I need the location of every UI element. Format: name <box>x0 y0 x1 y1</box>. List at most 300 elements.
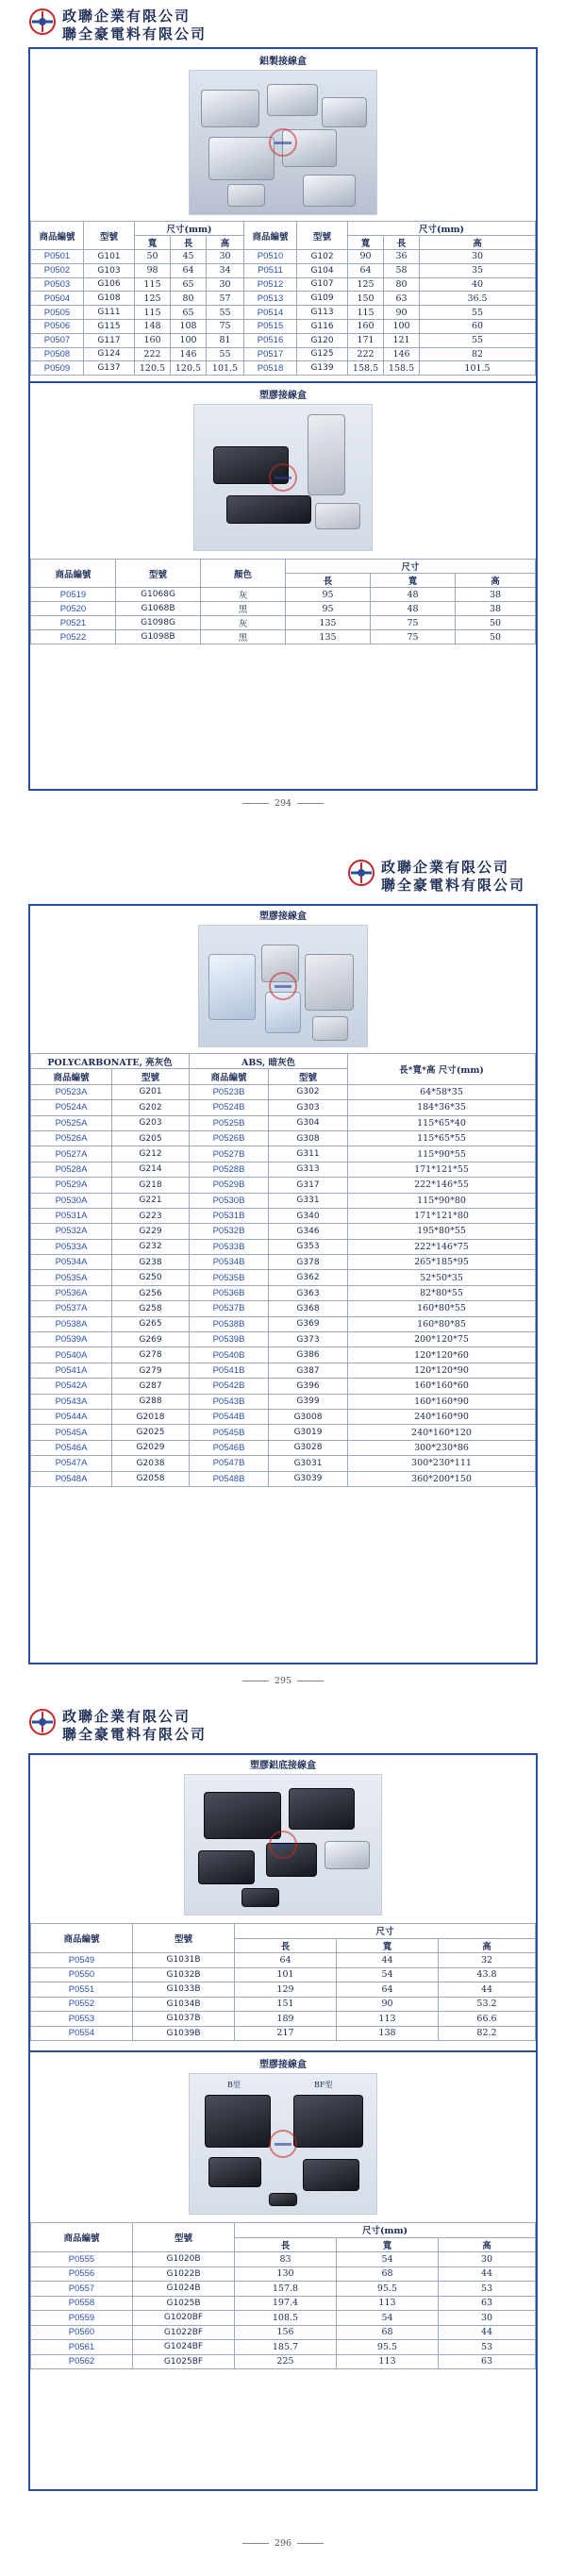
product-code-cell: P0541A <box>31 1363 112 1378</box>
value-cell: 65 <box>171 277 207 292</box>
product-code-cell: P0548B <box>190 1471 269 1486</box>
value-cell: 125 <box>135 292 171 306</box>
value-cell: 43.8 <box>439 1967 536 1982</box>
model-cell: G1020B <box>133 2252 235 2267</box>
company-name-2: 聯全豪電料有限公司 <box>381 877 526 894</box>
value-cell: 146 <box>171 347 207 361</box>
table-row <box>31 1363 536 1378</box>
page-number-text: 295 <box>274 1676 292 1686</box>
model-cell: G139 <box>297 361 348 376</box>
product-code-cell: P0505 <box>31 306 84 320</box>
value-cell: 57 <box>207 292 244 306</box>
product-code-cell: P0532B <box>190 1224 269 1239</box>
product-code-cell: P0521 <box>31 616 116 630</box>
table-row <box>31 602 536 616</box>
product-code-cell: P0556 <box>31 2267 133 2282</box>
value-cell: 黑 <box>201 602 286 616</box>
product-code-cell: P0537B <box>190 1301 269 1316</box>
model-cell: G1068B <box>116 602 201 616</box>
value-cell: 82 <box>420 347 536 361</box>
value-cell: 113 <box>337 2012 439 2027</box>
value-cell: 115 <box>135 277 171 292</box>
product-code-cell: P0530A <box>31 1193 112 1208</box>
model-cell: G212 <box>112 1146 190 1162</box>
value-cell: 80 <box>171 292 207 306</box>
value-cell: 115*65*40 <box>348 1115 536 1130</box>
value-cell: 156 <box>235 2325 337 2340</box>
value-cell: 60 <box>420 319 536 333</box>
page-number-text: 294 <box>274 798 292 809</box>
company-header <box>28 1702 311 1749</box>
value-cell: 34 <box>207 263 244 277</box>
model-cell: G373 <box>269 1332 348 1347</box>
product-code-cell: P0526A <box>31 1130 112 1146</box>
table-row <box>31 1425 536 1440</box>
product-code-cell: P0508 <box>31 347 84 361</box>
column-header: 型號 <box>84 222 135 250</box>
value-cell: 222 <box>135 347 171 361</box>
value-cell: 171 <box>348 333 384 347</box>
value-cell: 48 <box>371 588 456 602</box>
product-code-cell: P0534B <box>190 1255 269 1270</box>
catalog-frame <box>28 904 538 1664</box>
product-code-cell: P0530B <box>190 1193 269 1208</box>
model-cell: G256 <box>112 1285 190 1300</box>
model-cell: G304 <box>269 1115 348 1130</box>
model-cell: G137 <box>84 361 135 376</box>
model-cell: G104 <box>297 263 348 277</box>
product-code-cell: P0550 <box>31 1967 133 1982</box>
model-cell: G1020BF <box>133 2311 235 2326</box>
table-row <box>31 1379 536 1394</box>
value-cell: 360*200*150 <box>348 1471 536 1486</box>
product-code-cell: P0533A <box>31 1239 112 1254</box>
value-cell: 54 <box>337 2252 439 2267</box>
value-cell: 82*80*55 <box>348 1285 536 1300</box>
table-row <box>31 1100 536 1115</box>
plastic-section <box>30 381 536 644</box>
product-code-cell: P0536A <box>31 1285 112 1300</box>
product-code-cell: P0526B <box>190 1130 269 1146</box>
model-cell: G378 <box>269 1255 348 1270</box>
value-cell: 55 <box>420 306 536 320</box>
column-header: 高 <box>207 236 244 250</box>
section-title: 鋁製接線盒 <box>259 57 307 67</box>
value-cell: 90 <box>348 250 384 264</box>
value-cell: 75 <box>371 630 456 644</box>
value-cell: 146 <box>384 347 420 361</box>
column-header: 高 <box>456 574 536 588</box>
product-code-cell: P0557 <box>31 2282 133 2297</box>
model-cell: G214 <box>112 1162 190 1177</box>
model-cell: G223 <box>112 1208 190 1223</box>
value-cell: 黑 <box>201 630 286 644</box>
table-row <box>31 2026 536 2041</box>
model-cell: G3031 <box>269 1456 348 1471</box>
model-cell: G111 <box>84 306 135 320</box>
value-cell: 63 <box>439 2354 536 2369</box>
table-row <box>31 1084 536 1099</box>
value-cell: 98 <box>135 263 171 277</box>
model-cell: G2058 <box>112 1471 190 1486</box>
value-cell: 38 <box>456 588 536 602</box>
value-cell: 30 <box>439 2311 536 2326</box>
product-code-cell: P0546B <box>190 1440 269 1455</box>
table-row <box>31 616 536 630</box>
catalog-frame <box>28 47 538 791</box>
table-row <box>31 1162 536 1177</box>
table-row <box>31 2296 536 2311</box>
company-name-1: 政聯企業有限公司 <box>62 8 191 25</box>
value-cell: 53.2 <box>439 1997 536 2012</box>
column-header: 尺寸 <box>286 560 536 574</box>
product-code-cell: P0538B <box>190 1316 269 1331</box>
model-cell: G113 <box>297 306 348 320</box>
section-title: 塑膠接線盒 <box>259 2060 307 2070</box>
value-cell: 120.5 <box>135 361 171 376</box>
product-code-cell: P0525B <box>190 1115 269 1130</box>
aluminum-base-section <box>30 1755 536 2041</box>
product-code-cell: P0540A <box>31 1347 112 1363</box>
value-cell: 120*120*90 <box>348 1363 536 1378</box>
model-cell: G1025BF <box>133 2354 235 2369</box>
product-code-cell: P0511 <box>244 263 297 277</box>
model-cell: G201 <box>112 1084 190 1099</box>
model-cell: G2018 <box>112 1409 190 1424</box>
product-code-cell: P0558 <box>31 2296 133 2311</box>
model-cell: G1098G <box>116 616 201 630</box>
value-cell: 138 <box>337 2026 439 2041</box>
product-code-cell: P0543A <box>31 1394 112 1409</box>
product-code-cell: P0539A <box>31 1332 112 1347</box>
product-code-cell: P0547A <box>31 1456 112 1471</box>
model-cell: G1037B <box>133 2012 235 2027</box>
value-cell: 64 <box>337 1982 439 1998</box>
product-code-cell: P0523B <box>190 1084 269 1099</box>
table-row <box>31 277 536 292</box>
company-header <box>28 2 311 49</box>
logo-watermark <box>269 2130 297 2158</box>
company-logo-icon <box>28 1708 57 1736</box>
product-code-cell: P0525A <box>31 1115 112 1130</box>
product-code-cell: P0555 <box>31 2252 133 2267</box>
model-cell: G368 <box>269 1301 348 1316</box>
value-cell: 240*160*120 <box>348 1425 536 1440</box>
aluminum-spec-table <box>30 221 536 376</box>
value-cell: 44 <box>439 1982 536 1998</box>
table-row <box>31 1347 536 1363</box>
product-code-cell: P0502 <box>31 263 84 277</box>
product-code-cell: P0504 <box>31 292 84 306</box>
model-cell: G250 <box>112 1270 190 1285</box>
company-name-2: 聯全豪電料有限公司 <box>62 1726 208 1743</box>
model-cell: G279 <box>112 1363 190 1378</box>
model-cell: G258 <box>112 1301 190 1316</box>
value-cell: 50 <box>135 250 171 264</box>
value-cell: 115*65*55 <box>348 1130 536 1146</box>
photo-label-b: B型 <box>227 2081 241 2089</box>
product-code-cell: P0539B <box>190 1332 269 1347</box>
product-code-cell: P0501 <box>31 250 84 264</box>
page-number <box>0 1676 566 1686</box>
table-row <box>31 361 536 376</box>
value-cell: 90 <box>337 1997 439 2012</box>
model-cell: G1022BF <box>133 2325 235 2340</box>
value-cell: 160 <box>135 333 171 347</box>
product-code-cell: P0541B <box>190 1363 269 1378</box>
value-cell: 36 <box>384 250 420 264</box>
company-name-2: 聯全豪電料有限公司 <box>62 25 208 42</box>
value-cell: 158.5 <box>348 361 384 376</box>
value-cell: 171*121*80 <box>348 1208 536 1223</box>
value-cell: 225 <box>235 2354 337 2369</box>
value-cell: 184*36*35 <box>348 1100 536 1115</box>
model-cell: G278 <box>112 1347 190 1363</box>
table-row <box>31 1394 536 1409</box>
page-number <box>0 798 566 809</box>
photo-label-bf: BF型 <box>314 2081 333 2089</box>
table-row <box>31 2325 536 2340</box>
value-cell: 125 <box>348 277 384 292</box>
company-name-1: 政聯企業有限公司 <box>381 859 510 876</box>
value-cell: 130 <box>235 2267 337 2282</box>
table-row <box>31 2267 536 2282</box>
model-cell: G232 <box>112 1239 190 1254</box>
plastic-b-section <box>30 2050 536 2369</box>
value-cell: 32 <box>439 1953 536 1968</box>
value-cell: 50 <box>456 616 536 630</box>
section-title: 塑膠接線盒 <box>259 912 307 922</box>
model-cell: G205 <box>112 1130 190 1146</box>
value-cell: 121 <box>384 333 420 347</box>
plastic-b-bf-box-photo <box>189 2073 377 2215</box>
table-row <box>31 1316 536 1331</box>
value-cell: 95.5 <box>337 2340 439 2355</box>
product-code-cell: P0509 <box>31 361 84 376</box>
plastic-box-photo <box>193 404 373 551</box>
product-code-cell: P0514 <box>244 306 297 320</box>
column-header: 商品編號 <box>31 560 116 588</box>
table-row <box>31 1270 536 1285</box>
model-cell: G238 <box>112 1255 190 1270</box>
product-code-cell: P0543B <box>190 1394 269 1409</box>
value-cell: 90 <box>384 306 420 320</box>
value-cell: 82.2 <box>439 2026 536 2041</box>
model-cell: G1068G <box>116 588 201 602</box>
value-cell: 189 <box>235 2012 337 2027</box>
value-cell: 63 <box>439 2296 536 2311</box>
catalog-frame <box>28 1753 538 2491</box>
value-cell: 83 <box>235 2252 337 2267</box>
model-cell: G386 <box>269 1347 348 1363</box>
model-cell: G2038 <box>112 1456 190 1471</box>
value-cell: 135 <box>286 630 371 644</box>
value-cell: 64 <box>235 1953 337 1968</box>
product-code-cell: P0529A <box>31 1178 112 1193</box>
table-row <box>31 1146 536 1162</box>
product-code-cell: P0542B <box>190 1379 269 1394</box>
model-cell: G115 <box>84 319 135 333</box>
value-cell: 222*146*75 <box>348 1239 536 1254</box>
model-cell: G288 <box>112 1394 190 1409</box>
model-cell: G1098B <box>116 630 201 644</box>
value-cell: 53 <box>439 2340 536 2355</box>
model-cell: G116 <box>297 319 348 333</box>
column-header: 商品編號 <box>190 1069 269 1084</box>
model-cell: G1033B <box>133 1982 235 1998</box>
column-header: 型號 <box>133 2223 235 2252</box>
model-cell: G3028 <box>269 1440 348 1455</box>
company-logo-icon <box>347 859 375 887</box>
product-code-cell: P0562 <box>31 2354 133 2369</box>
model-cell: G109 <box>297 292 348 306</box>
product-code-cell: P0544A <box>31 1409 112 1424</box>
value-cell: 75 <box>371 616 456 630</box>
product-code-cell: P0519 <box>31 588 116 602</box>
value-cell: 36.5 <box>420 292 536 306</box>
product-code-cell: P0507 <box>31 333 84 347</box>
model-cell: G369 <box>269 1316 348 1331</box>
column-header: 型號 <box>133 1924 235 1953</box>
value-cell: 115 <box>135 306 171 320</box>
product-code-cell: P0538A <box>31 1316 112 1331</box>
model-cell: G125 <box>297 347 348 361</box>
value-cell: 64*58*35 <box>348 1084 536 1099</box>
model-cell: G2025 <box>112 1425 190 1440</box>
value-cell: 160*160*60 <box>348 1379 536 1394</box>
table-row <box>31 306 536 320</box>
table-row <box>31 2311 536 2326</box>
table-row <box>31 1208 536 1223</box>
company-header <box>347 853 555 900</box>
model-cell: G120 <box>297 333 348 347</box>
model-cell: G108 <box>84 292 135 306</box>
product-code-cell: P0551 <box>31 1982 133 1998</box>
value-cell: 40 <box>420 277 536 292</box>
value-cell: 63 <box>384 292 420 306</box>
table-row <box>31 1115 536 1130</box>
table-row <box>31 2252 536 2267</box>
value-cell: 64 <box>171 263 207 277</box>
model-cell: G269 <box>112 1332 190 1347</box>
product-code-cell: P0518 <box>244 361 297 376</box>
table-row <box>31 2282 536 2297</box>
product-code-cell: P0548A <box>31 1471 112 1486</box>
model-cell: G3019 <box>269 1425 348 1440</box>
column-header: 長 <box>235 1938 337 1953</box>
value-cell: 30 <box>439 2252 536 2267</box>
column-header: 長 <box>286 574 371 588</box>
value-cell: 58 <box>384 263 420 277</box>
plastic-b-bf-spec-table <box>30 2222 536 2369</box>
model-cell: G331 <box>269 1193 348 1208</box>
value-cell: 158.5 <box>384 361 420 376</box>
value-cell: 95 <box>286 588 371 602</box>
column-header: 寬 <box>337 2237 439 2252</box>
table-row <box>31 1440 536 1455</box>
polycarbonate-abs-spec-table <box>30 1053 536 1487</box>
product-code-cell: P0527B <box>190 1146 269 1162</box>
column-header: 商品編號 <box>31 2223 133 2252</box>
table-row <box>31 1285 536 1300</box>
model-cell: G3039 <box>269 1471 348 1486</box>
model-cell: G218 <box>112 1178 190 1193</box>
model-cell: G1032B <box>133 1967 235 1982</box>
model-cell: G117 <box>84 333 135 347</box>
column-header: 長*寬*高 尺寸(mm) <box>348 1054 536 1085</box>
catalog-page-296 <box>0 1698 566 2576</box>
value-cell: 54 <box>337 2311 439 2326</box>
table-row <box>31 1239 536 1254</box>
table-row <box>31 1456 536 1471</box>
value-cell: 240*160*90 <box>348 1409 536 1424</box>
product-code-cell: P0536B <box>190 1285 269 1300</box>
model-cell: G1024B <box>133 2282 235 2297</box>
value-cell: 81 <box>207 333 244 347</box>
model-cell: G317 <box>269 1178 348 1193</box>
value-cell: 66.6 <box>439 2012 536 2027</box>
value-cell: 100 <box>171 333 207 347</box>
product-code-cell: P0528B <box>190 1162 269 1177</box>
page-number <box>0 2538 566 2549</box>
product-code-cell: P0506 <box>31 319 84 333</box>
table-row <box>31 1255 536 1270</box>
product-code-cell: P0524A <box>31 1100 112 1115</box>
value-cell: 101.5 <box>207 361 244 376</box>
column-header: 商品編號 <box>31 222 84 250</box>
value-cell: 195*80*55 <box>348 1224 536 1239</box>
product-code-cell: P0527A <box>31 1146 112 1162</box>
product-code-cell: P0537A <box>31 1301 112 1316</box>
value-cell: 300*230*86 <box>348 1440 536 1455</box>
model-cell: G363 <box>269 1285 348 1300</box>
value-cell: 217 <box>235 2026 337 2041</box>
value-cell: 197.4 <box>235 2296 337 2311</box>
column-header: 尺寸 <box>235 1924 536 1939</box>
model-cell: G362 <box>269 1270 348 1285</box>
value-cell: 55 <box>420 333 536 347</box>
value-cell: 45 <box>171 250 207 264</box>
aluminum-box-photo <box>189 70 377 215</box>
model-cell: G2029 <box>112 1440 190 1455</box>
value-cell: 52*50*35 <box>348 1270 536 1285</box>
section-title: 塑膠接線盒 <box>259 391 307 402</box>
table-row <box>31 1982 536 1998</box>
value-cell: 95.5 <box>337 2282 439 2297</box>
column-header: 長 <box>235 2237 337 2252</box>
value-cell: 129 <box>235 1982 337 1998</box>
model-cell: G1024BF <box>133 2340 235 2355</box>
model-cell: G265 <box>112 1316 190 1331</box>
model-cell: G396 <box>269 1379 348 1394</box>
value-cell: 灰 <box>201 588 286 602</box>
group-header-abs: ABS, 暗灰色 <box>190 1054 348 1069</box>
product-code-cell: P0535B <box>190 1270 269 1285</box>
model-cell: G313 <box>269 1162 348 1177</box>
table-row <box>31 1967 536 1982</box>
logo-watermark <box>269 128 297 157</box>
model-cell: G340 <box>269 1208 348 1223</box>
value-cell: 48 <box>371 602 456 616</box>
column-header: 型號 <box>297 222 348 250</box>
column-header: 寬 <box>348 236 384 250</box>
product-code-cell: P0524B <box>190 1100 269 1115</box>
table-row <box>31 630 536 644</box>
column-header: 高 <box>439 2237 536 2252</box>
table-row <box>31 2340 536 2355</box>
model-cell: G353 <box>269 1239 348 1254</box>
table-row <box>31 1953 536 1968</box>
